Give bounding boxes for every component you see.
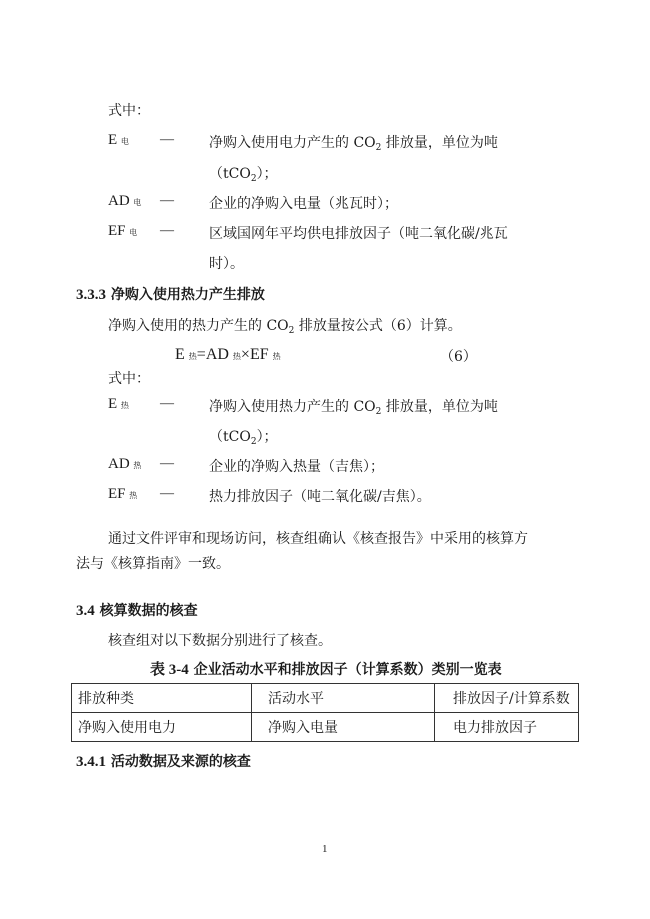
table-cell: 电力排放因子 <box>435 713 579 742</box>
definition-dash: — <box>160 456 174 471</box>
symbol-ad-heat: AD 热 <box>108 456 142 472</box>
definition-text: 净购入使用热力产生的 $CO_2$ 排放量，单位为吨 <box>209 399 498 417</box>
table-header-cell: 排放因子/计算系数 <box>435 684 579 713</box>
definition-text: 企业的净购入热量（吉焦）； <box>209 459 384 475</box>
definition-dash: — <box>160 396 174 411</box>
symbol-e-electric: E 电 <box>108 132 129 148</box>
table-row <box>72 713 579 742</box>
page-number: 1 <box>322 843 328 855</box>
definition-text-cont: （tCO$_2$）； <box>209 166 278 184</box>
definition-dash: — <box>160 193 174 208</box>
table-header-cell: 活动水平 <box>252 684 435 713</box>
section-heading-3-4: 3.4 核算数据的核查 <box>76 603 198 619</box>
definition-dash: — <box>160 223 174 238</box>
definition-text-cont: （tCO$_2$）； <box>209 429 278 447</box>
symbol-ef-electric: EF 电 <box>108 223 138 239</box>
definition-dash: — <box>160 132 174 147</box>
symbol-ef-heat: EF 热 <box>108 486 138 502</box>
definition-text: 区域国网年平均供电排放因子（吨二氧化碳/兆瓦 <box>209 226 508 242</box>
formula-intro-1: 式中： <box>108 103 150 119</box>
table-cell: 净购入使用电力 <box>72 713 252 742</box>
definition-text: 净购入使用电力产生的 $CO_2$ 排放量，单位为吨 <box>209 135 498 153</box>
definition-dash: — <box>160 486 174 501</box>
table-header-row <box>72 684 579 713</box>
symbol-e-heat: E 热 <box>108 396 129 412</box>
conclusion-line-2: 法与《核算指南》一致。 <box>76 556 230 572</box>
section-paragraph: 核查组对以下数据分别进行了核查。 <box>108 633 332 649</box>
table-header-cell: 排放种类 <box>72 684 252 713</box>
section-heading-3-3-3: 3.3.3 净购入使用热力产生排放 <box>76 287 265 303</box>
definition-text: 热力排放因子（吨二氧化碳/吉焦）。 <box>209 489 431 505</box>
symbol-ad-electric: AD 电 <box>108 193 142 209</box>
formula-6: E 热=AD 热×EF 热 <box>175 346 281 363</box>
definition-text-cont: 时）。 <box>209 256 244 272</box>
conclusion-line-1: 通过文件评审和现场访问，核查组确认《核查报告》中采用的核算方 <box>108 531 528 547</box>
table-cell: 净购入电量 <box>252 713 435 742</box>
formula-number: （6） <box>440 349 477 365</box>
formula-intro-2: 式中： <box>108 371 150 387</box>
section-heading-3-4-1: 3.4.1 活动数据及来源的核查 <box>76 754 251 770</box>
table-caption: 表 3-4 企业活动水平和排放因子（计算系数）类别一览表 <box>150 662 502 678</box>
definition-text: 企业的净购入电量（兆瓦时）； <box>209 196 398 212</box>
category-table <box>71 683 579 742</box>
section-paragraph: 净购入使用的热力产生的 $CO_2$ 排放量按公式（6）计算。 <box>108 318 462 336</box>
